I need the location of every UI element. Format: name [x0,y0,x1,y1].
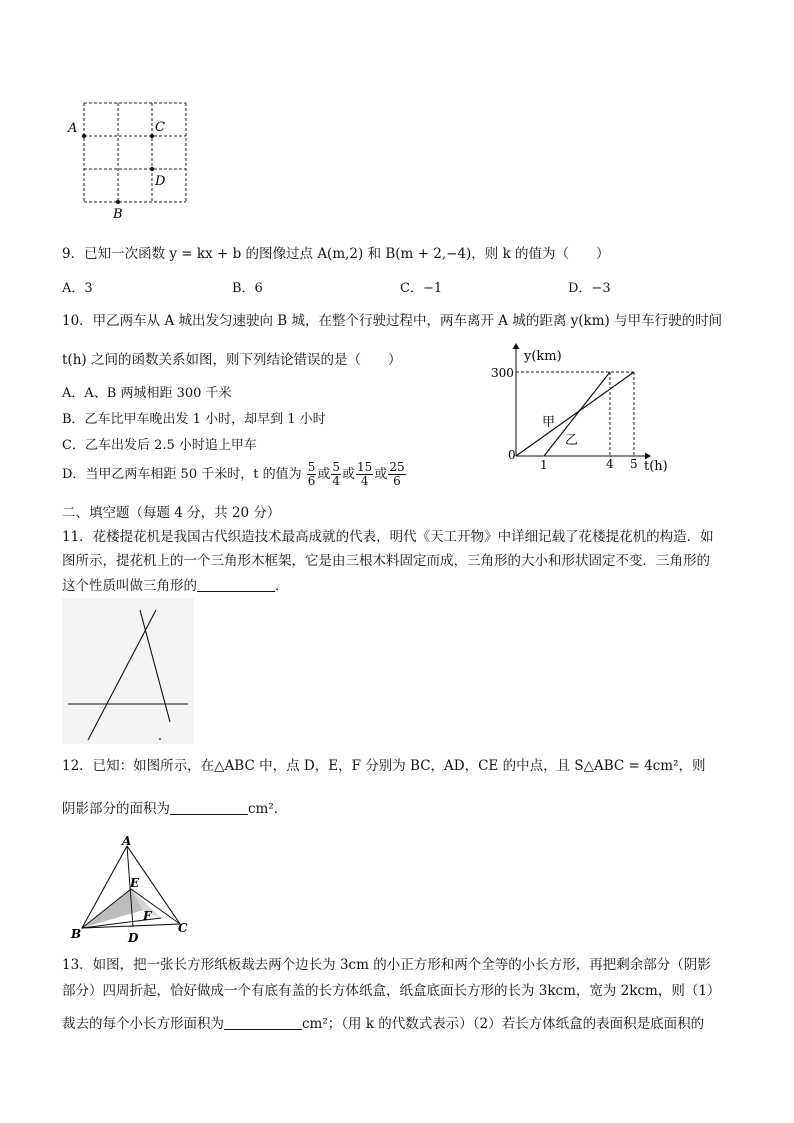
q13-answer-blank[interactable] [224,1015,302,1030]
q11-line1: 11．花楼提花机是我国古代织造技术最高成就的代表，明代《天工开物》中详细记载了花楼提花机的构造．如 [62,529,714,545]
q9-option-b: B．6 [232,281,263,296]
q12-line2 [62,799,287,819]
tick-5: 5 [630,457,638,471]
shaded-region-1 [82,889,143,928]
label-yi: 乙 [565,433,579,448]
q12-label-a: A [122,834,132,848]
q12-label-e: E [130,876,140,890]
label-d: D [155,174,166,189]
q11-triangle-frame [62,598,194,744]
q12-label-f: F [143,909,152,923]
q9-option-a: A．3 [62,281,93,296]
point-b [116,200,120,204]
or-1: 或 [317,467,331,482]
label-b: B [113,207,123,222]
x-axis-label: t(h) [644,459,668,474]
q13-line3-post: cm²；（用 k 的代数式表示）（2）若长方体纸盒的表面积是底面积的 [302,1016,705,1032]
q13-line3-pre: 裁去的每个小长方形面积为 [62,1016,224,1032]
q12-label-c: C [178,921,188,935]
or-3: 或 [374,467,388,482]
q10-line1: 10．甲乙两车从 A 城出发匀速驶向 B 城，在整个行驶过程中，两车离开 A 城的距离 y(km) 与甲车行驶的时间 [62,313,723,329]
q12-triangle-figure [62,834,202,946]
point-d [150,167,154,171]
origin-label: 0 [508,448,516,462]
y-axis-label: y(km) [524,349,562,364]
grid-figure [60,95,200,223]
q11-line3 [62,576,289,596]
label-jia: 甲 [542,415,556,430]
q12-label-d: D [128,931,139,945]
q10-distance-time-graph [488,338,688,478]
section-heading: 二、填空题（每题 4 分，共 20 分） [62,505,281,521]
q12-line1: 12．已知：如图所示，在△ABC 中，点 D，E，F 分别为 BC，AD，CE 的中点，且 S△ABC = 4cm²，则 [62,758,706,774]
q12-label-b: B [71,927,82,941]
tick-300: 300 [491,366,514,380]
or-2: 或 [342,467,356,482]
q13-line2: 部分）四周折起，恰好做成一个有底有盖的长方体纸盒，纸盒底面长方形的长为 3kcm，宽为 2kcm，则（1） [62,983,721,999]
q13-line3 [62,1014,704,1034]
q11-line3-post: ． [275,578,289,594]
q10-option-c: C．乙车出发后 2.5 小时追上甲车 [62,438,257,453]
tick-1: 1 [540,458,548,472]
point-c [150,134,154,138]
fraction-5-4: $\frac{5}{4}$ [332,460,341,488]
tick-4: 4 [606,457,614,471]
q9-option-d: D．−3 [568,281,611,296]
q11-line2: 图所示，提花机上的一个三角形木框架，它是由三根木料固定而成，三角形的大小和形状固定不变．三角形的 [62,553,710,569]
q9-text: 9．已知一次函数 y = kx + b 的图像过点 A(m,2) 和 B(m + 2,−4)，则 k 的值为（ ） [62,246,610,262]
q12-answer-blank[interactable] [170,800,248,815]
q10-option-d [62,459,407,491]
q10-line2: t(h) 之间的函数关系如图，则下列结论错误的是（ ） [62,352,402,368]
fraction-5-6: $\frac{5}{6}$ [307,460,316,488]
q11-answer-blank[interactable] [197,577,275,592]
q11-line3-pre: 这个性质叫做三角形的 [62,578,197,594]
label-c: C [155,120,165,135]
q10-option-a: A．A、B 两城相距 300 千米 [62,386,232,401]
q12-line2-pre: 阴影部分的面积为 [62,801,170,817]
label-a: A [68,121,78,136]
fraction-25-6: $\frac{25}{6}$ [389,460,405,488]
q10-option-b: B．乙车比甲车晚出发 1 小时，却早到 1 小时 [62,412,326,427]
q13-line1: 13．如图，把一张长方形纸板裁去两个边长为 3cm 的小正方形和两个全等的小长方形，再把剩余部分（阴影 [62,957,711,973]
fraction-15-4: $\frac{15}{4}$ [357,460,373,488]
point-a [82,134,86,138]
q9-option-c: C．−1 [400,281,443,296]
q12-line2-post: cm²． [248,801,288,817]
q10-option-d-prefix: D．当甲乙两车相距 50 千米时，t 的值为 [62,467,302,482]
